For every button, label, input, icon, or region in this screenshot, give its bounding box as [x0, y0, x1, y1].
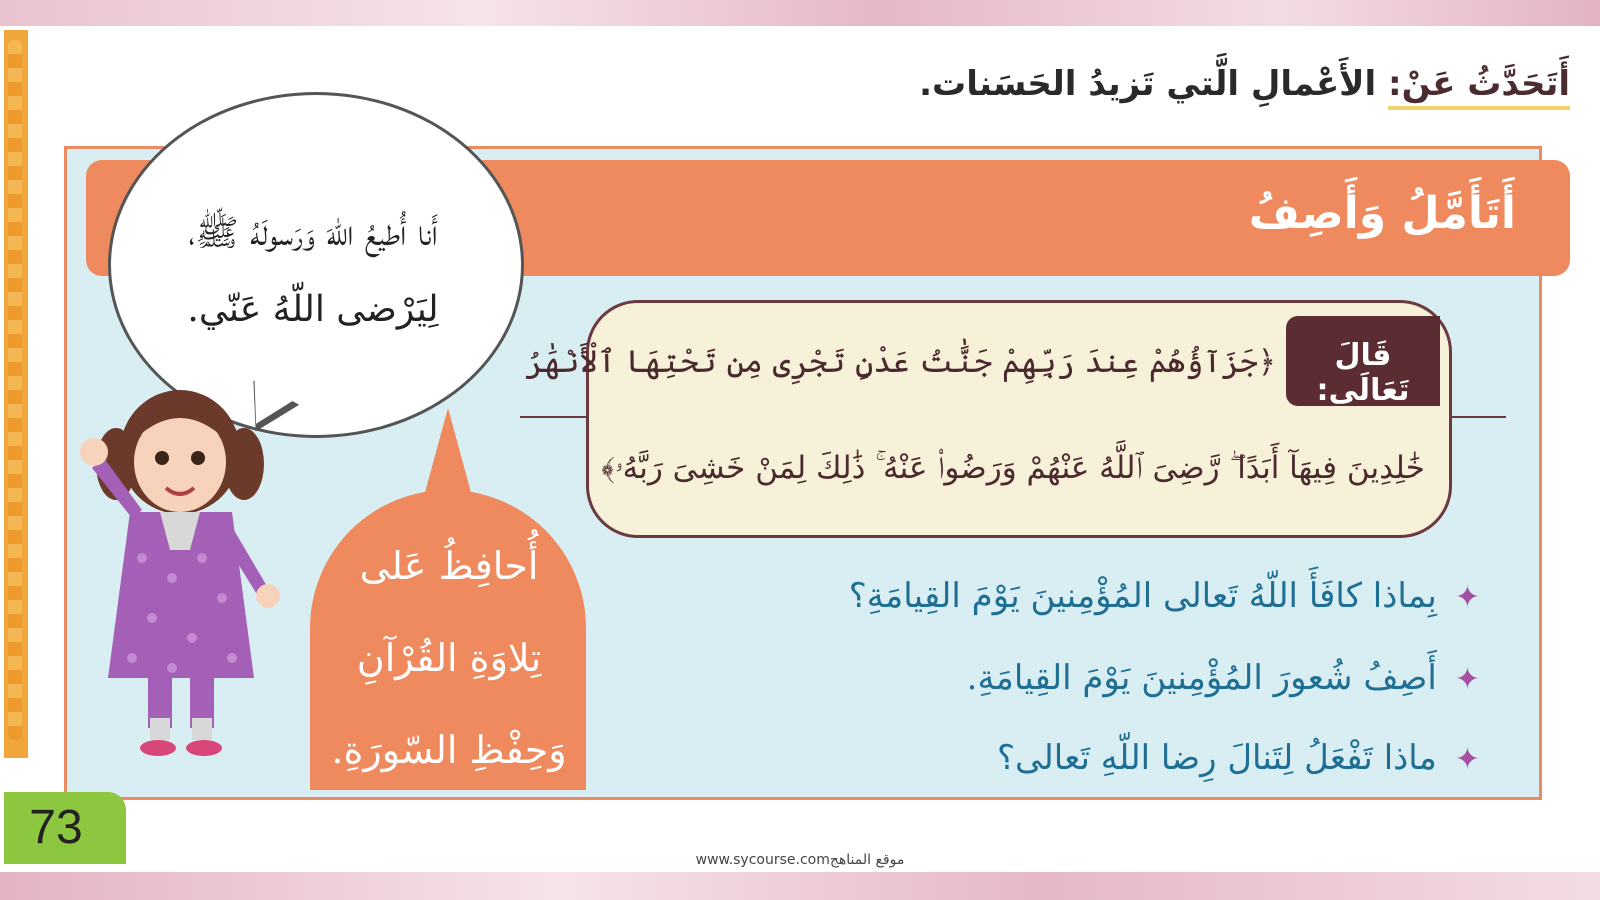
speech-line-2: لِيَرْضى اللّهُ عَنّي. — [187, 289, 439, 330]
speech-line-1: أَنا أُطيعُ اللّهَ وَرَسولَهُ ﷺ، — [188, 213, 438, 254]
verse-line-2: خَٰلِدِينَ فِيهَآ أَبَدًا ۖ رَّضِىَ ٱللَّهُ عَنْهُمْ وَرَضُوا۟ عَنْهُ ۚ ذَٰلِكَ لِمَنْ خَشِىَ رَبَّهُۥ﴾ — [601, 450, 1425, 486]
question-item — [860, 738, 1480, 778]
girl-illustration — [72, 378, 292, 770]
star-bullet-icon: ✦ — [1454, 742, 1480, 777]
side-decoration-pattern — [8, 40, 22, 740]
verse-label: قَالَ تَعَالَى: — [1316, 338, 1410, 408]
heading-topic: الأَعْمالِ الَّتي تَزيدُ الحَسَنات. — [919, 64, 1377, 104]
star-bullet-icon: ✦ — [1454, 580, 1480, 615]
arch-line-3: وَحِفْظِ السّورَةِ. — [331, 728, 567, 772]
star-bullet-icon: ✦ — [1454, 662, 1480, 697]
verse-connector-left — [520, 416, 588, 418]
question-text: ماذا تَفْعَلُ لِتَنالَ رِضا اللّهِ تَعالى؟ — [997, 738, 1437, 778]
question-text: بِماذا كافَأَ اللّهُ تَعالى المُؤْمِنينَ يَوْمَ القِيامَةِ؟ — [848, 576, 1437, 616]
verse-line-1: ﴿جَزَآؤُهُمْ عِندَ رَبِّهِمْ جَنَّٰتُ عَدْنٍ تَجْرِى مِن تَحْتِهَا ٱلْأَنْهَٰرُ — [525, 344, 1276, 380]
question-item — [848, 576, 1480, 616]
question-item — [860, 658, 1480, 698]
section-title: أَتَأَمَّلُ وَأَصِفُ — [1248, 188, 1516, 239]
arch-line-1: أُحافِظُ عَلى — [359, 544, 539, 588]
flower-background-top — [0, 0, 1600, 26]
page-heading — [919, 64, 1570, 120]
speech-bubble-text — [128, 196, 498, 348]
arch-line-2: تِلاوَةِ القُرْآنِ — [356, 636, 542, 680]
page-number: 73 — [29, 801, 83, 854]
verse-connector-right — [1446, 416, 1506, 418]
heading-keyword: أَتَحَدَّثُ عَنْ: — [1388, 64, 1570, 110]
footer-watermark: www.sycourse.comموقع المناهج — [695, 852, 905, 868]
question-text: أَصِفُ شُعورَ المُؤْمِنينَ يَوْمَ القِيامَةِ. — [966, 658, 1437, 698]
flower-background-bottom — [0, 872, 1600, 900]
arch-text — [318, 520, 580, 796]
